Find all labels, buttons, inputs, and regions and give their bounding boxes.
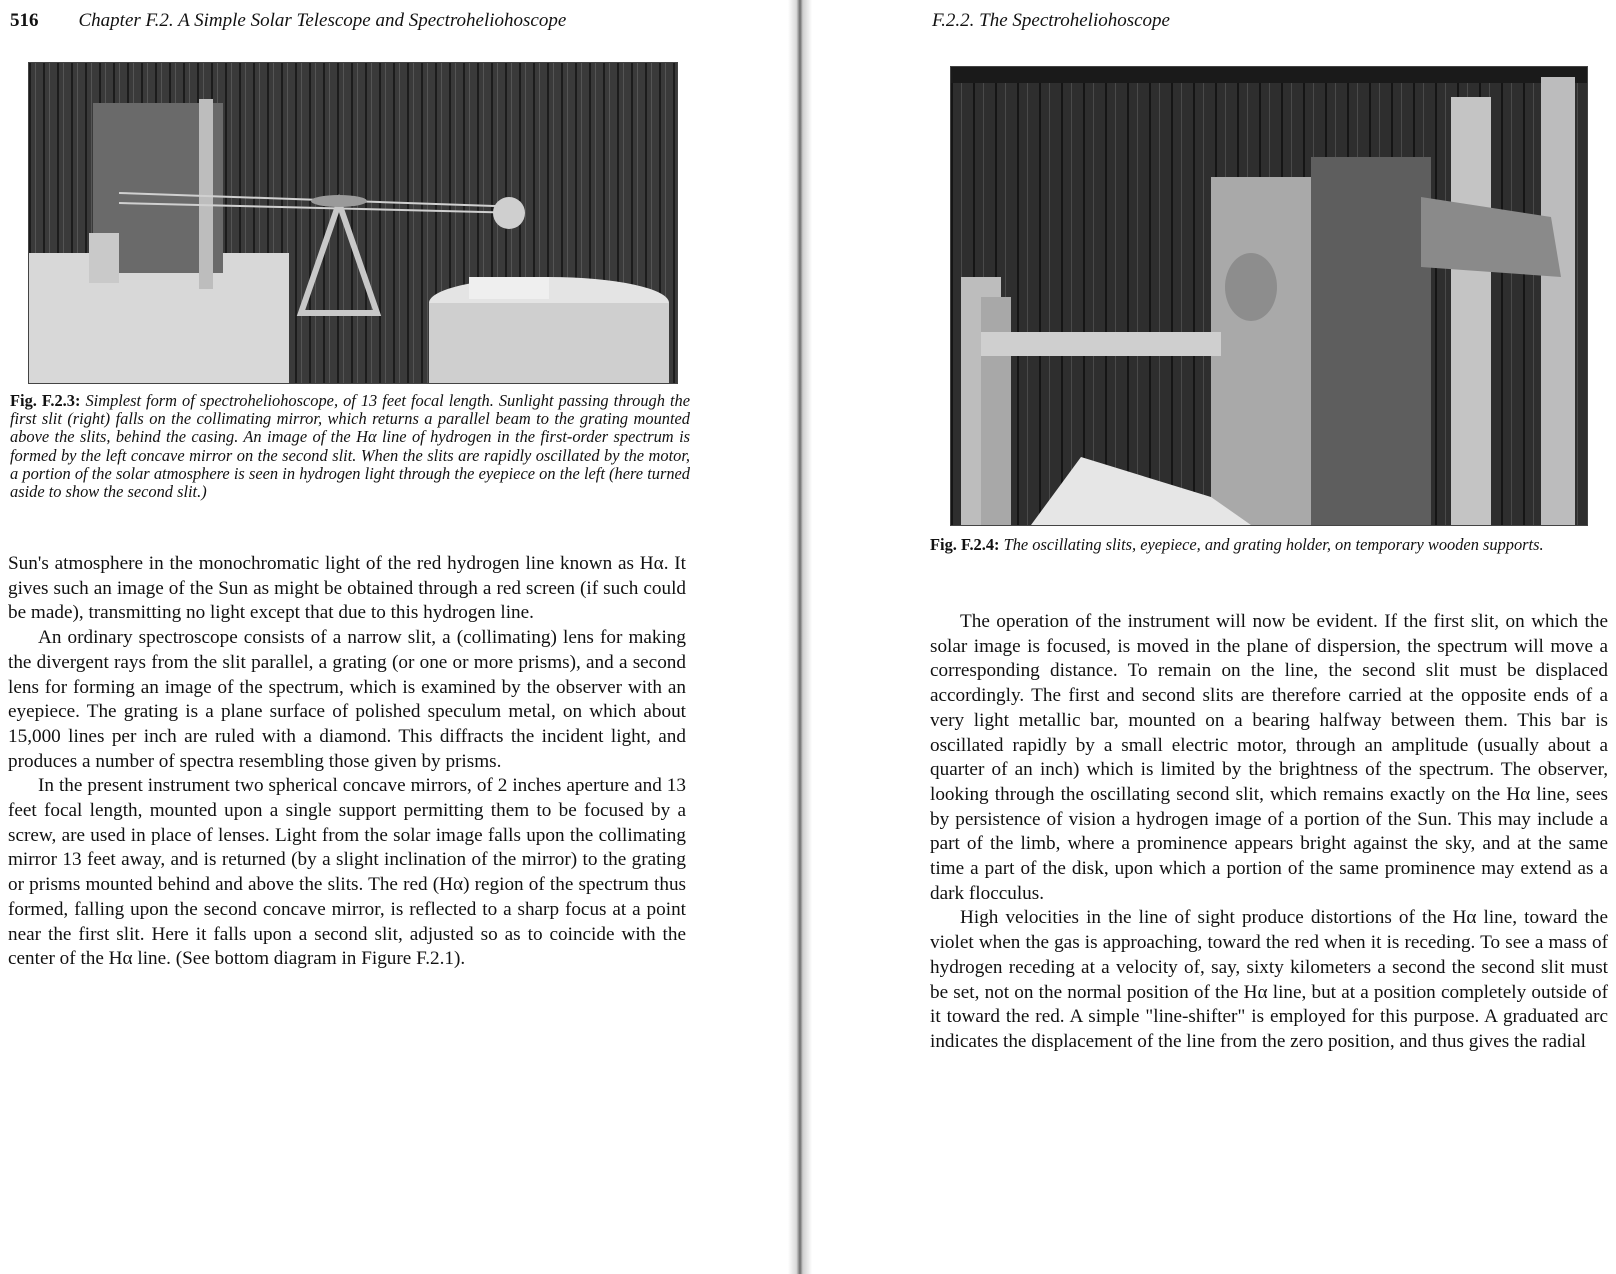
left-body-text (8, 552, 686, 972)
left-chapter-title: Chapter F.2. A Simple Solar Telescope and Spectroheliohoscope (78, 10, 567, 31)
page-number: 516 (10, 10, 39, 31)
left-paragraph: Sun's atmosphere in the monochromatic light of the red hydrogen line known as Hα. It gives such an image of the Sun as might be obtained through a red screen (if such could be made), transmitting no light except that due to this hydrogen line. (8, 553, 686, 624)
figure-f24-label: Fig. F.2.4: (930, 535, 1000, 554)
right-paragraph: The operation of the instrument will now be evident. If the first slit, on which the solar image is focused, is moved in the plane of dispersion, the spectrum will move a corresponding distance. To remain on the line, the second slit must be displaced accordingly. The first and second slits are therefore carried at the opposite ends of a very light metallic bar, mounted on a bearing halfway between them. This bar is oscillated rapidly by a small electric motor, through an amplitude (usually about a quarter of an inch) which is limited by the brightness of the spectrum. The observer, looking through the oscillating second slit, which remains exactly on the Hα line, sees by persistence of vision a hydrogen image of a portion of the Sun. This may include a part of the limb, where a prominence appears bright against the sky, and at the same time a part of the disk, upon which a portion of the same prominence may extend as a dark flocculus. (930, 611, 1608, 904)
right-running-head: F.2.2. The Spectroheliohoscope (932, 10, 1170, 31)
book-gutter (788, 0, 812, 1274)
figure-f24-photo (950, 66, 1588, 526)
figure-f24-caption (930, 536, 1606, 554)
left-paragraph: An ordinary spectroscope consists of a narrow slit, a (collimating) lens for making the divergent rays from the slit parallel, a grating (or one or more prisms), and a second lens for forming an image of the spectrum, which is examined by the observer with an eyepiece. The grating is a plane surface of polished speculum metal, on which about 15,000 lines per inch are ruled with a diamond. This diffracts the incident light, and produces a number of spectra resembling those given by prisms. (8, 627, 686, 772)
right-body-text (930, 610, 1608, 1055)
spectroheliohoscope-photo (29, 63, 677, 383)
figure-f24-caption-text: The oscillating slits, eyepiece, and grating holder, on temporary wooden supports. (1003, 535, 1544, 554)
figure-f23-caption-text: Simplest form of spectroheliohoscope, of 13 feet focal length. Sunlight passing through the first slit (right) falls on the collimating mirror, which returns a parallel beam to the grating mounted above the slits, behind the casing. An image of the Hα line of hydrogen in the first-order spectrum is formed by the left concave mirror on the second slit. When the slits are rapidly oscillated by the motor, a portion of the solar atmosphere is seen in hydrogen light through the eyepiece on the left (here turned aside to show the second slit.) (10, 391, 690, 502)
figure-f23-label: Fig. F.2.3: (10, 391, 81, 410)
left-running-head (10, 10, 566, 32)
right-paragraph: High velocities in the line of sight produce distortions of the Hα line, toward the violet when the gas is approaching, toward the red when it is receding. To see a mass of hydrogen receding at a velocity of, say, sixty kilometers a second the second slit must be set, not on the normal position of the Hα line, but at a position completely outside of it toward the red. A simple "line-shifter" is employed for this purpose. A graduated arc indicates the displacement of the line from the zero position, and thus gives the radial (930, 907, 1608, 1052)
figure-f23-caption (10, 392, 690, 501)
left-paragraph: In the present instrument two spherical concave mirrors, of 2 inches aperture and 13 feet focal length, mounted upon a single support permitting them to be focused by a screw, are used in place of lenses. Light from the solar image falls upon the collimating mirror 13 feet away, and is returned (by a slight inclination of the mirror) to the grating or prisms mounted behind and above the slits. The red (Hα) region of the spectrum thus formed, falling upon the second concave mirror, is reflected to a sharp focus at a point near the first slit. Here it falls upon a second slit, adjusted so as to coincide with the center of the Hα line. (See bottom diagram in Figure F.2.1). (8, 775, 686, 970)
oscillating-slits-photo (951, 67, 1587, 525)
figure-f23-photo (28, 62, 678, 384)
